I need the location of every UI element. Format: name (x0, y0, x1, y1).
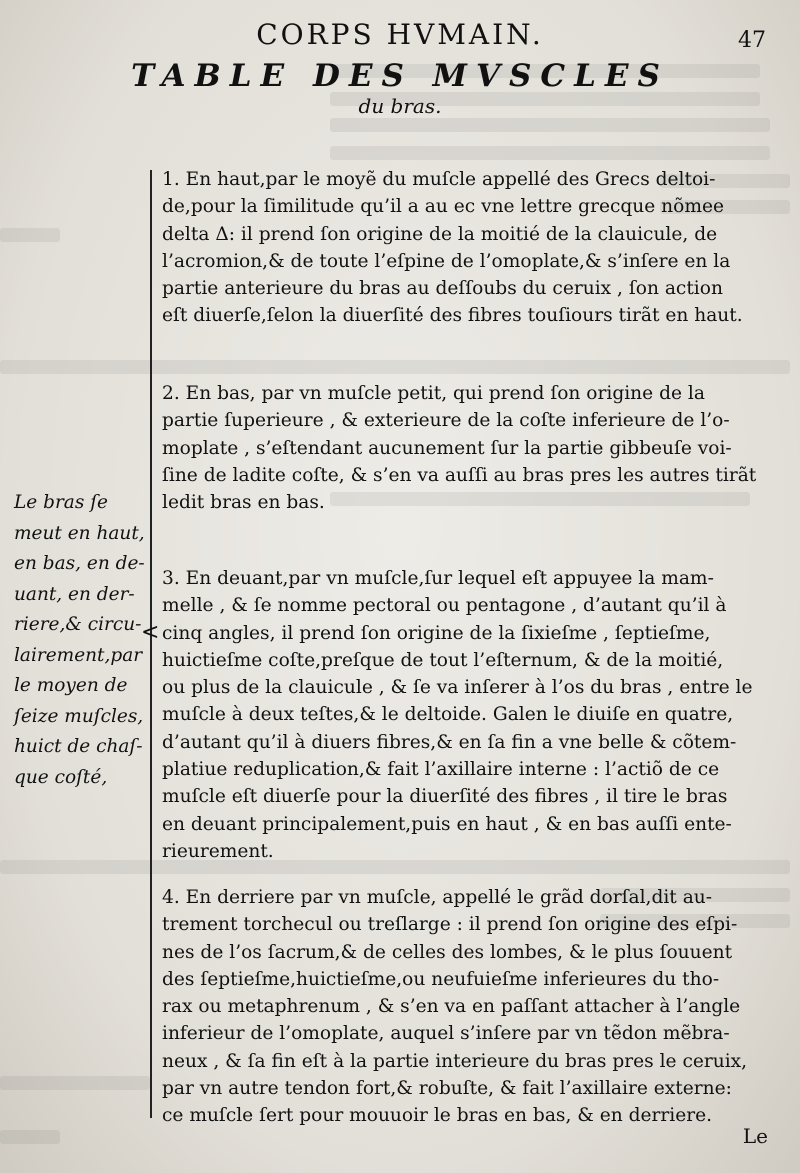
text-line: l’acromion,& de toute l’eſpine de l’omoplate,& s’inſere en la (162, 250, 731, 272)
text-line: eſt diuerſe,ſelon la diuerſité des fibres touſiours tirãt en haut. (162, 305, 743, 327)
margin-line: que coſté, (14, 766, 108, 788)
text-line: 3. En deuant,par vn muſcle,ſur lequel eſt appuyee la mam- (162, 568, 714, 589)
text-line: huictieſme coſte,preſque de tout l’eſternum, & de la moitié, (162, 649, 724, 671)
text-line: delta Δ: il prend ſon origine de la moitié de la clauicule, de (162, 223, 718, 245)
text-line: des ſeptieſme,huictieſme,ou neufuieſme inferieures du tho- (162, 968, 720, 990)
margin-line: meut en haut, (14, 522, 145, 544)
text-line: platiue reduplication,& fait l’axillaire interne : l’actiõ de ce (162, 759, 720, 781)
catchword: Le (742, 1124, 768, 1148)
text-line: rax ou metaphrenum , & s’en va en paſſant attacher à l’angle (162, 996, 741, 1018)
text-line: melle , & ſe nomme pectoral ou pentagone , d’autant qu’il à (162, 595, 727, 617)
text-line: muſcle à deux teſtes,& le deltoide. Galen le diuiſe en quatre, (162, 704, 734, 726)
text-line: de,pour la ſimilitude qu’il a au ec vne lettre grecque nõmee (162, 196, 724, 218)
text-line: ſine de ladite coſte, & s’en va auſſi au bras pres les autres tirãt (162, 464, 757, 486)
text-line: inferieur de l’omoplate, auquel s’inſere par vn tẽdon mẽbra- (162, 1023, 730, 1045)
text-line: 4. En derriere par vn muſcle, appellé le grãd dorſal,dit au- (162, 887, 713, 908)
text-line: ou plus de la clauicule , & ſe va inſerer à l’os du bras , entre le (162, 677, 753, 699)
margin-note (14, 488, 154, 793)
text-line: 2. En bas, par vn muſcle petit, qui prend ſon origine de la (162, 383, 705, 404)
page-number: 47 (738, 28, 766, 53)
text-line: en deuant principalement,puis en haut , & en bas auſſi ente- (162, 813, 732, 835)
page-title: TABLE DES MVSCLES (131, 58, 669, 94)
text-line: moplate , s’eſtendant aucunement ſur la partie gibbeuſe voi- (162, 437, 732, 459)
text-line: partie ſuperieure , & exterieure de la coſte inferieure de l’o- (162, 410, 730, 432)
text-line: neux , & ſa fin eſt à la partie interieure du bras pres le ceruix, (162, 1050, 748, 1072)
text-line: cinq angles, il prend ſon origine de la ſixieſme , ſeptieſme, (162, 622, 711, 644)
text-line: par vn autre tendon fort,& robuſte, & fait l’axillaire externe: (162, 1078, 732, 1100)
text-line: trement torchecul ou treſlarge : il prend ſon origine des eſpi- (162, 914, 738, 936)
margin-line: lairement,par (14, 644, 143, 666)
margin-line: Le bras ſe (14, 492, 108, 513)
text-line: muſcle eſt diuerſe pour la diuerſité des fibres , il tire le bras (162, 786, 728, 808)
text-line: d’autant qu’il à diuers fibres,& en ſa fin a vne belle & cõtem- (162, 731, 737, 753)
text-line: 1. En haut,par le moyẽ du muſcle appellé des Grecs deltoi- (162, 169, 716, 190)
margin-line: riere,& circu- (14, 614, 142, 635)
paragraph-3 (162, 565, 772, 865)
text-line: nes de l’os ſacrum,& de celles des lombes, & le plus ſouuent (162, 941, 733, 963)
bracket-notch: < (141, 620, 160, 645)
paragraph-4 (162, 884, 772, 1130)
margin-line: le moyen de (14, 675, 128, 696)
margin-line: huict de chaſ- (14, 736, 143, 757)
margin-line: ſeize muſcles, (14, 705, 144, 727)
running-head: CORPS HVMAIN. (256, 18, 544, 51)
paragraph-1 (162, 166, 772, 330)
text-line: partie anterieure du bras au deſſoubs du ceruix , ſon action (162, 278, 723, 300)
paragraph-2 (162, 380, 772, 516)
text-line: ce muſcle ſert pour mouuoir le bras en bas, & en derriere. (162, 1105, 713, 1127)
margin-line: en bas, en de- (14, 553, 145, 574)
margin-line: uant, en der- (14, 583, 135, 605)
page-subtitle: du bras. (358, 94, 442, 118)
text-line: rieurement. (162, 840, 274, 862)
text-line: ledit bras en bas. (162, 492, 325, 514)
